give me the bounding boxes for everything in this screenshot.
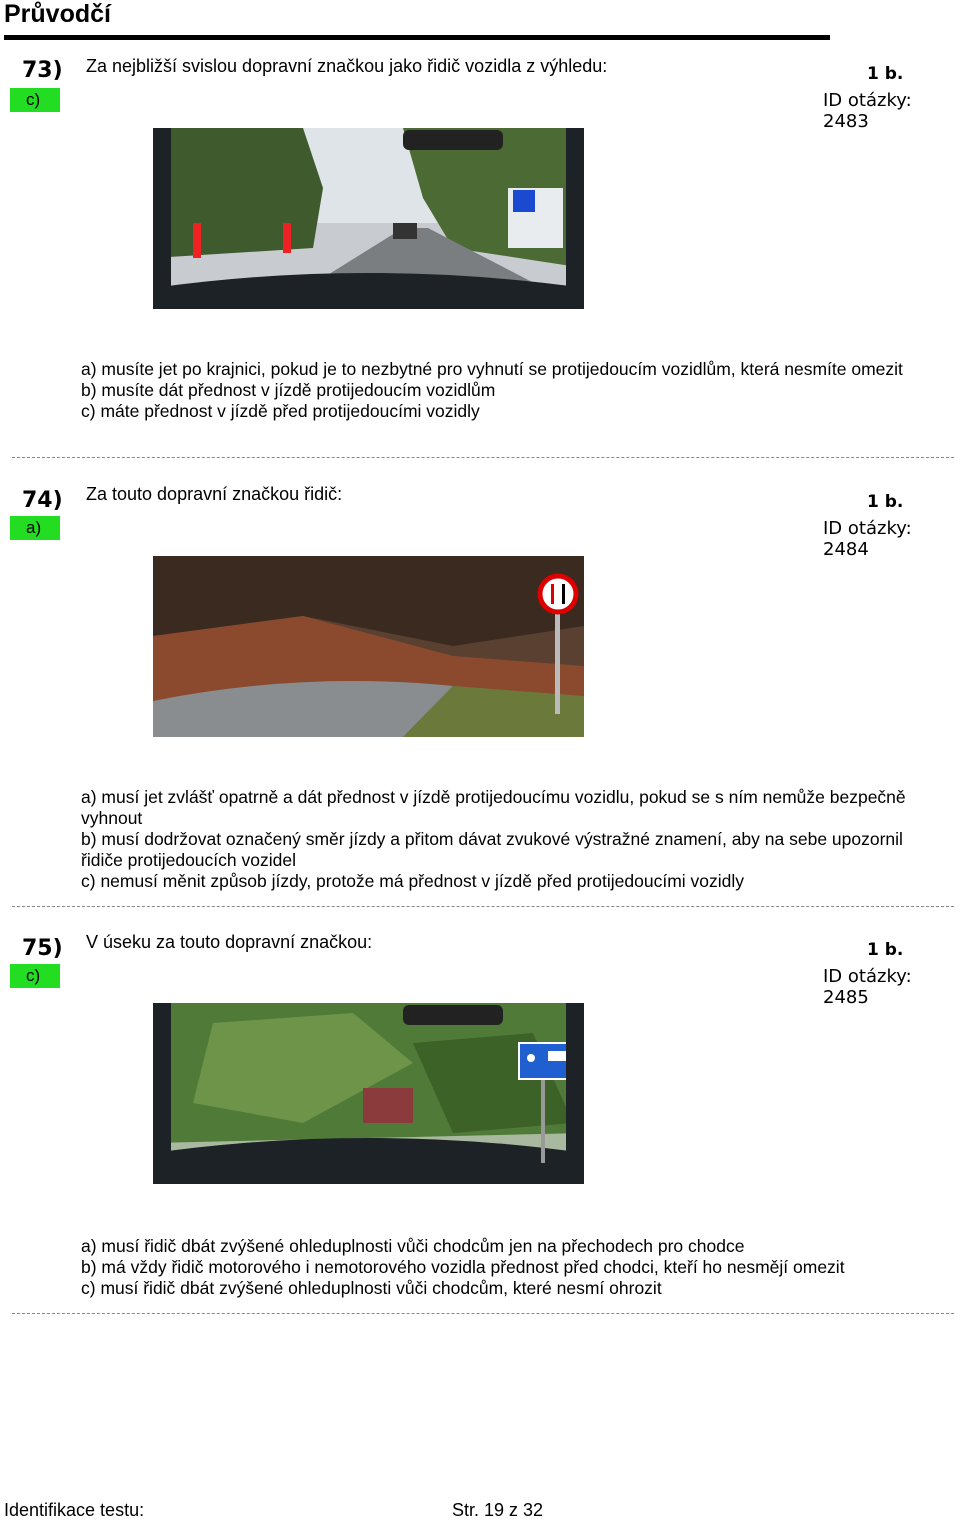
option-b[interactable]: b) má vždy řidič motorového i nemotorového vozidla přednost před chodci, kteří ho nesmějí omezit bbox=[81, 1257, 845, 1277]
footer-test-id-label: Identifikace testu: bbox=[4, 1500, 145, 1520]
question-number: 74) bbox=[22, 488, 63, 513]
question-photo-residential-zone bbox=[153, 1003, 584, 1184]
question-id: ID otázky: 2484 bbox=[823, 518, 912, 560]
footer-page-number: Str. 19 z 32 bbox=[452, 1500, 544, 1520]
question-text: V úseku za touto dopravní značkou: bbox=[86, 932, 373, 952]
points: 1 b. bbox=[867, 940, 904, 960]
question-separator bbox=[12, 457, 954, 458]
option-c[interactable]: c) musí řidič dbát zvýšené ohleduplnosti vůči chodcům, které nesmí ohrozit bbox=[81, 1278, 662, 1298]
option-b[interactable]: b) musí dodržovat označený směr jízdy a přitom dávat zvukové výstražné znamení, aby na sebe upozornil řidiče protijedoucích vozidel bbox=[81, 829, 903, 870]
title-rule bbox=[4, 35, 830, 40]
points: 1 b. bbox=[867, 64, 904, 84]
correct-answer-badge: a) bbox=[10, 516, 60, 540]
answer-options bbox=[81, 1236, 931, 1299]
answer-options bbox=[81, 359, 931, 422]
question-number: 73) bbox=[22, 58, 63, 83]
option-c[interactable]: c) máte přednost v jízdě před protijedoucími vozidly bbox=[81, 401, 480, 421]
answer-options bbox=[81, 787, 931, 892]
correct-answer-badge: c) bbox=[10, 964, 60, 988]
question-separator bbox=[12, 1313, 954, 1314]
option-b[interactable]: b) musíte dát přednost v jízdě protijedoucím vozidlům bbox=[81, 380, 496, 400]
correct-answer-badge: c) bbox=[10, 88, 60, 112]
option-a[interactable]: a) musí jet zvlášť opatrně a dát přednost v jízdě protijedoucímu vozidlu, pokud se s ním nemůže bezpečně vyhnout bbox=[81, 787, 906, 828]
option-a[interactable]: a) musí řidič dbát zvýšené ohleduplnosti vůči chodcům jen na přechodech pro chodce bbox=[81, 1236, 745, 1256]
question-photo-road-works bbox=[153, 128, 584, 309]
question-text: Za nejbližší svislou dopravní značkou jako řidič vozidla z výhledu: bbox=[86, 56, 608, 76]
question-id: ID otázky: 2483 bbox=[823, 90, 912, 132]
question-text: Za touto dopravní značkou řidič: bbox=[86, 484, 343, 504]
option-c[interactable]: c) nemusí měnit způsob jízdy, protože má přednost v jízdě před protijedoucími vozidly bbox=[81, 871, 745, 891]
question-number: 75) bbox=[22, 936, 63, 961]
option-a[interactable]: a) musíte jet po krajnici, pokud je to nezbytné pro vyhnutí se protijedoucím vozidlům, která nesmíte omezit bbox=[81, 359, 903, 379]
points: 1 b. bbox=[867, 492, 904, 512]
question-separator bbox=[12, 906, 954, 907]
page-title: Průvodčí bbox=[4, 0, 111, 28]
question-id: ID otázky: 2485 bbox=[823, 966, 912, 1008]
question-photo-forest-road-sign bbox=[153, 556, 584, 737]
